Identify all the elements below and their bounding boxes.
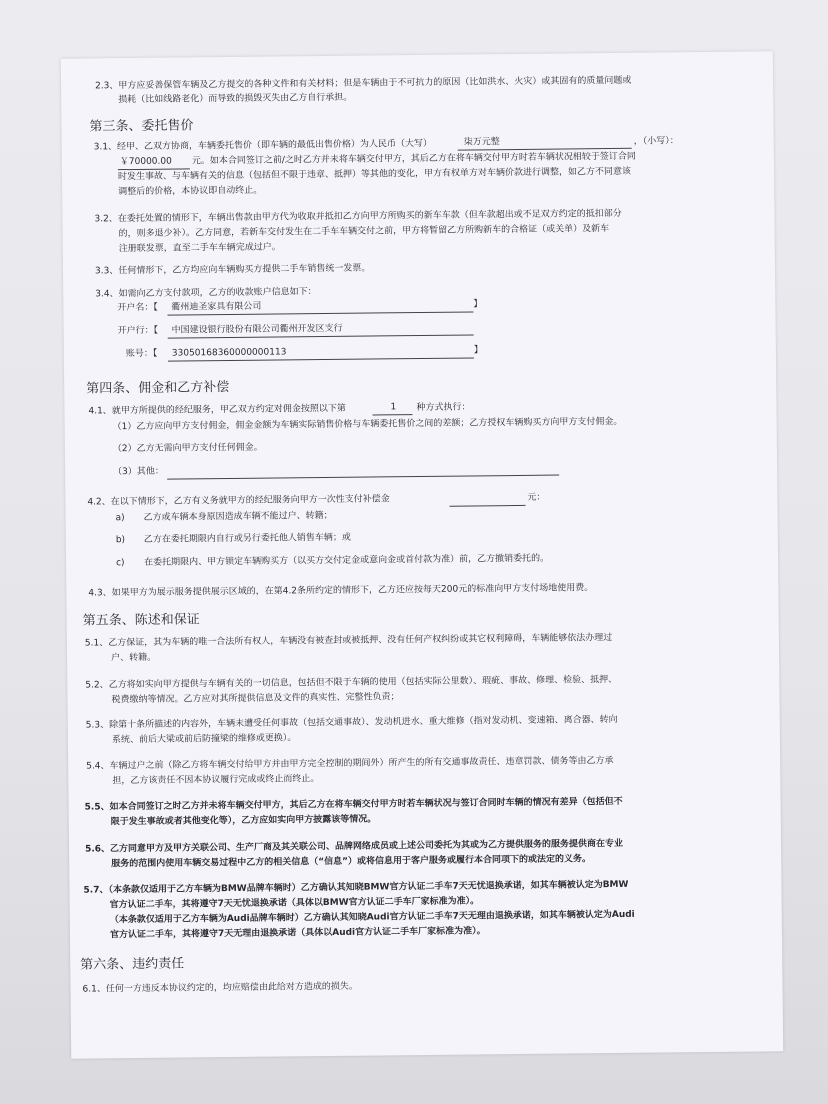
article-6-title: 第六条、违约责任 [80, 956, 185, 973]
commission-option-3: （3）其他： [113, 466, 164, 478]
case-c: 在委托期限内、甲方锁定车辆购买方（以买方交付定金或意向金或首付款为准）前，乙方撤销委托的。 [144, 553, 550, 568]
case-c-label: c) [116, 558, 125, 569]
clause-2-3 [95, 74, 631, 95]
option-underline [373, 414, 413, 415]
price-in-figures: ￥70000.00 [119, 156, 172, 168]
clause-text: 车辆过户之前（除乙方将车辆交付给甲方并由甲方完全控制的期间外）所产生的所有交通事故责任、违章罚款、债务等由乙方承 [109, 756, 614, 772]
clause-number: 4.1、 [88, 406, 112, 417]
bank-label: 开户行：【 [117, 325, 159, 337]
clause-5-3-line2: 系统、前后大梁或前后防撞梁的维修或更换）。 [111, 733, 297, 746]
clause-text: 乙方保证，其为车辆的唯一合法所有权人，车辆没有被查封或被抵押、没有任何产权纠纷或其它权利障碍，车辆能够依法办理过 [108, 633, 613, 649]
clause-3-2-line2: 的，则多退少补）。乙方同意，若新车交付发生在二手车车辆交付之前，甲方将暂留乙方所购新车的合格证（或关单）及新车 [118, 224, 610, 240]
clause-5-4 [86, 754, 613, 775]
clause-number: 3.3、 [94, 266, 119, 277]
clause-number: 5.7、 [83, 885, 109, 896]
clause-5-3 [86, 713, 618, 734]
case-a: 乙方或车辆本身原因造成车辆不能过户、转籍； [143, 510, 333, 523]
price-in-words: 柒万元整 [463, 137, 500, 148]
clause-5-4-line2: 担，乙方该责任不因本协议履行完成或终止而终止。 [112, 774, 320, 787]
case-b: 乙方在委托期限内自行或另行委托他人销售车辆；或 [143, 532, 351, 545]
clause-text: 经甲、乙双方协商，车辆委托售价（即车辆的最低出售价格）为人民币（大写） [116, 138, 433, 153]
clause-2-3-line2: 损耗（比如线路老化）而导致的损毁灭失由乙方自行承担。 [118, 92, 353, 106]
clause-3-1-small: ，（小写）： [633, 136, 679, 147]
article-5-title: 第五条、陈述和保证 [82, 612, 200, 629]
clause-number: 3.1、 [93, 142, 118, 153]
compensation-underline [449, 505, 525, 507]
clause-4-1 [88, 402, 345, 420]
account-number: 33050168360000000113 [171, 347, 287, 359]
clause-number: 5.5、 [84, 802, 110, 813]
clause-text: 任何情形下，乙方均应向车辆购买方提供二手车销售统一发票。 [118, 263, 371, 277]
clause-4-3 [88, 581, 593, 601]
clause-text: 乙方将如实向甲方提供与车辆有关的一切信息，包括但不限于车辆的使用（包括实际公里数）、瑕疵、事故、修理、检验、抵押、 [108, 674, 618, 691]
clause-number: 6.1、 [82, 984, 106, 995]
clause-text: 如本合同签订之时乙方并未将车辆交付甲方，其后乙方在将车辆交付甲方时若车辆状况与签订合同时车辆的情况有差异（包括但不 [109, 796, 623, 813]
clause-text: 甲方应妥善保管车辆及乙方提交的各种文件和有关材料；但是车辆由于不可抗力的原因（比如洪水、火灾）或其固有的质量问题或 [118, 75, 632, 92]
clause-5-1 [85, 631, 612, 652]
contract-page [61, 51, 783, 1058]
clause-text: 任何一方违反本协议约定的，均应赔偿由此给对方造成的损失。 [105, 981, 358, 995]
clause-text: （本条款仅适用于乙方车辆为BMW品牌车辆时）乙方确认其知晓BMW官方认证二手车7天无忧退换承诺，如其车辆被认定为BMW [108, 879, 629, 896]
clause-number: 4.2、 [87, 497, 111, 508]
payee-label: 开户名：【 [117, 302, 158, 314]
clause-5-2-line2: 税费缴纳等情况。乙方应对其所提供信息及文件的真实性、完整性负责； [111, 692, 400, 706]
account-close-bracket: 】 [473, 345, 483, 356]
clause-number: 4.3、 [88, 588, 112, 599]
clause-5-1-line2: 户、转籍。 [111, 652, 157, 664]
clause-3-2-line3: 注册联发票，直至二手车车辆完成过户。 [118, 242, 281, 255]
clause-4-1-tail: 种方式执行： [416, 402, 471, 414]
commission-option-2: （2）乙方无需向甲方支付任何佣金。 [112, 442, 263, 455]
clause-number: 5.6、 [85, 844, 111, 855]
clause-3-3 [95, 262, 370, 280]
clause-text: 除第十条所描述的内容外，车辆未遭受任何事故（包括交通事故）、发动机进水、重大维修（指对发动机、变速箱、离合器、转向 [109, 714, 618, 731]
clause-5-6-line2: 服务的范围内使用车辆交易过程中乙方的相关信息（“信息”）或将信息用于客户服务或履行本合同项下的或法定的义务。 [111, 854, 592, 870]
clause-5-7-line2: 官方认证二手车，其将遵守7天无忧退换承诺（具体以BMW官方认证二手车厂家标准为准）。 [109, 896, 480, 911]
commission-option-1: （1）乙方应向甲方支付佣金，佣金金额为车辆实际销售价格与车辆委托售价之间的差额；乙方授权车辆购买方向甲方支付佣金。 [112, 416, 623, 433]
clause-number: 3.4、 [95, 289, 119, 300]
clause-3-4 [95, 285, 316, 302]
clause-number: 5.3、 [85, 720, 110, 731]
clause-text: 在委托处置的情形下，车辆出售款由甲方代为收取并抵扣乙方向甲方所购买的新车车款（但车款超出或不足双方约定的抵扣部分 [117, 208, 622, 225]
clause-number: 5.4、 [86, 761, 110, 772]
account-label: 账号：【 [125, 348, 158, 360]
clause-number: 5.1、 [84, 638, 109, 649]
clause-3-1-line2: 元。如本合同签订之前/之时乙方并未将车辆交付甲方，其后乙方在将车辆交付甲方时若车辆状况相较于签订合同 [191, 151, 636, 167]
clause-text: 在以下情形下，乙方有义务就甲方的经纪服务向甲方一次性支付补偿金 [110, 494, 390, 508]
clause-4-2-tail: 元： [527, 492, 546, 503]
clause-text: 如需向乙方支付款项，乙方的收款账户信息如下： [118, 287, 317, 300]
page-content [61, 51, 783, 1058]
payee-name: 衢州迪圣家具有限公司 [171, 301, 262, 313]
article-3-title: 第三条、委托售价 [89, 118, 194, 135]
clause-text: 如果甲方为展示服务提供展示区域的，在第4.2条所约定的情形下，乙方还应按每天200元的标准向甲方支付场地使用费。 [111, 583, 594, 599]
bank-name: 中国建设银行股份有限公司衢州开发区支行 [171, 323, 343, 336]
clause-text: 就甲方所提供的经纪服务，甲乙双方约定对佣金按照以下第 [111, 403, 346, 417]
clause-number: 2.3、 [95, 81, 119, 92]
clause-number: 5.2、 [85, 680, 109, 691]
commission-option: 1 [390, 402, 397, 413]
case-a-label: a) [115, 513, 125, 524]
clause-5-7-line4: 官方认证二手车，其将遵守7天无理由退换承诺（具体以Audi官方认证二手车厂家标准为准）。 [109, 926, 486, 941]
clause-4-2 [87, 492, 389, 510]
clause-6-1 [82, 980, 357, 998]
clause-3-1-line3: 时发生事故、与车辆有关的信息（包括但不限于违章、抵押）等其他的变化，甲方有权单方对车辆价款进行调整，如乙方不同意该 [117, 166, 632, 183]
clause-3-1-line4: 调整后的价格，本协议即自动终止。 [118, 185, 263, 198]
clause-5-7-line3: （本条款仅适用于乙方车辆为Audi品牌车辆时）乙方确认其知晓Audi官方认证二手车7天无理由退换承诺，如其车辆被认定为Audi [109, 909, 635, 926]
payee-close-bracket: 】 [473, 299, 483, 310]
clause-text: 乙方同意甲方及甲方关联公司、生产厂商及其关联公司、品牌网络成员或上述公司委托为其或为乙方提供服务的服务提供商在专业 [109, 838, 624, 855]
clause-number: 3.2、 [94, 214, 118, 225]
article-4-title: 第四条、佣金和乙方补偿 [86, 380, 230, 397]
other-underline [167, 475, 559, 480]
case-b-label: b) [115, 535, 126, 546]
clause-5-5-line2: 限于发生事故或者其他变化等），乙方应如实向甲方披露该等情况。 [110, 814, 377, 828]
